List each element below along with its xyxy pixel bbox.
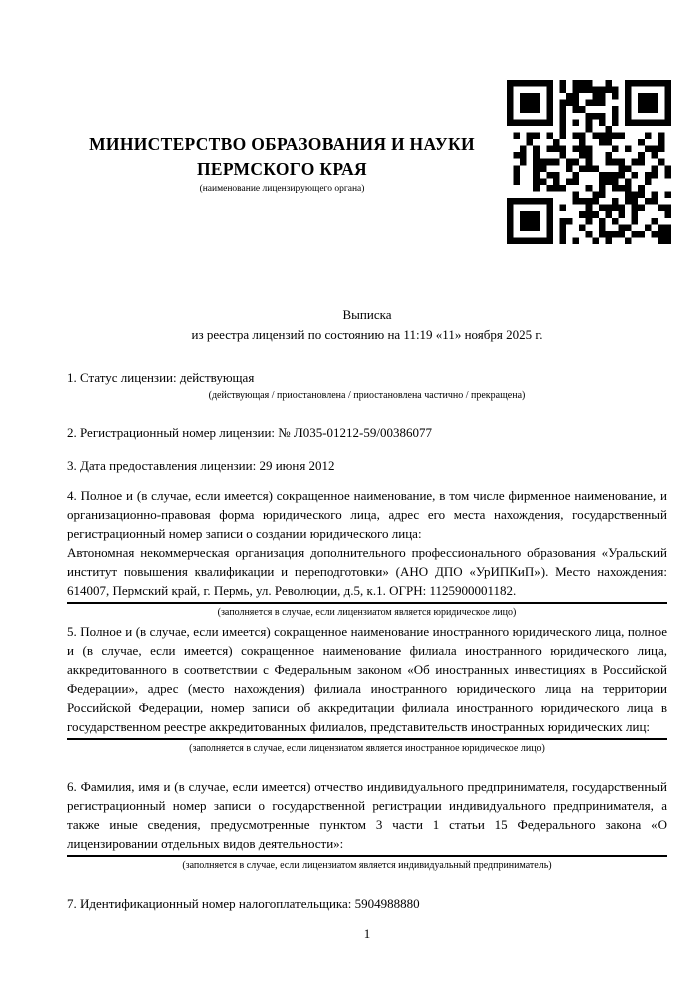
foreign-entity-question: 5. Полное и (в случае, если имеется) сокращенное наименование иностранного юридического лица, полное и (в случае, если имеется) сокращенное наименование филиала иностранного юридического лица, аккредитованного в соответствии с Федеральным законом «Об иностранных инвестициях в Российской Федерации», адрес (место нахождения) филиала иностранного юридического лица на территории Российской Федерации, номер записи об аккредитации филиала иностранного юридического лица в государственном реестре аккредитованных филиалов, представительств иностранных юридических лиц: (67, 624, 667, 734)
license-status-caption: (действующая / приостановлена / приостановлена частично / прекращена) (208, 390, 526, 401)
foreign-entity-caption: (заполняется в случае, если лицензиатом является иностранное юридическое лицо) (189, 743, 545, 754)
qr-code-icon (507, 80, 671, 244)
field-registration-number (67, 423, 667, 442)
fill-line (67, 602, 667, 604)
field-foreign-entity (67, 622, 667, 755)
page-footer (67, 926, 667, 942)
registration-number-text: 2. Регистрационный номер лицензии: № Л035-01212-59/00386077 (67, 425, 433, 440)
individual-entrepreneur-question: 6. Фамилия, имя и (в случае, если имеется) отчество индивидуального предпринимателя, государственный регистрационный номер записи о государственной регистрации индивидуального предпринимателя, а также иные сведения, предусмотренные пунктом 3 части 1 статьи 15 Федерального закона «О лицензировании отдельных видов деятельности»: (67, 779, 667, 851)
fill-line (67, 738, 667, 740)
field-legal-entity (67, 486, 667, 619)
license-status-text: 1. Статус лицензии: действующая (67, 370, 255, 385)
legal-entity-question: 4. Полное и (в случае, если имеется) сокращенное наименование, в том числе фирменное наименование, и организационно-правовая форма юридического лица, адрес его места нахождения, государственный регистрационный номер записи о создании юридического лица: (67, 488, 667, 541)
field-inn (67, 894, 667, 913)
ministry-caption: (наименование лицензирующего органа) (199, 184, 365, 194)
ministry-name-line1: МИНИСТЕРСТВО ОБРАЗОВАНИЯ И НАУКИ (89, 134, 475, 154)
inn-text: 7. Идентификационный номер налогоплательщика: 5904988880 (67, 896, 420, 911)
ministry-header (67, 80, 497, 195)
document-header (67, 80, 671, 244)
ministry-name-line2: ПЕРМСКОГО КРАЯ (197, 159, 367, 179)
document-title (67, 305, 667, 345)
field-grant-date (67, 456, 667, 475)
ministry-name (67, 132, 497, 182)
document-title-line1: Выписка (342, 307, 392, 322)
grant-date-text: 3. Дата предоставления лицензии: 29 июня 2012 (67, 458, 335, 473)
page-number: 1 (363, 926, 371, 941)
field-individual-entrepreneur (67, 777, 667, 872)
legal-entity-caption: (заполняется в случае, если лицензиатом является юридическое лицо) (217, 607, 517, 618)
document-title-line2: из реестра лицензий по состоянию на 11:19 «11» ноября 2025 г. (191, 327, 543, 342)
qr-code-svg (507, 80, 671, 244)
individual-entrepreneur-caption: (заполняется в случае, если лицензиатом является индивидуальный предприниматель) (182, 860, 552, 871)
legal-entity-answer: Автономная некоммерческая организация дополнительного профессионального образования «Уральский институт повышения квалификации и переподготовки» (АНО ДПО «УрИПКиП»). Место нахождения: 614007, Пермский край, г. Пермь, ул. Революции, д.5, к.1. ОГРН: 1125900001182. (67, 545, 667, 598)
fill-line (67, 855, 667, 857)
field-license-status (67, 368, 667, 402)
